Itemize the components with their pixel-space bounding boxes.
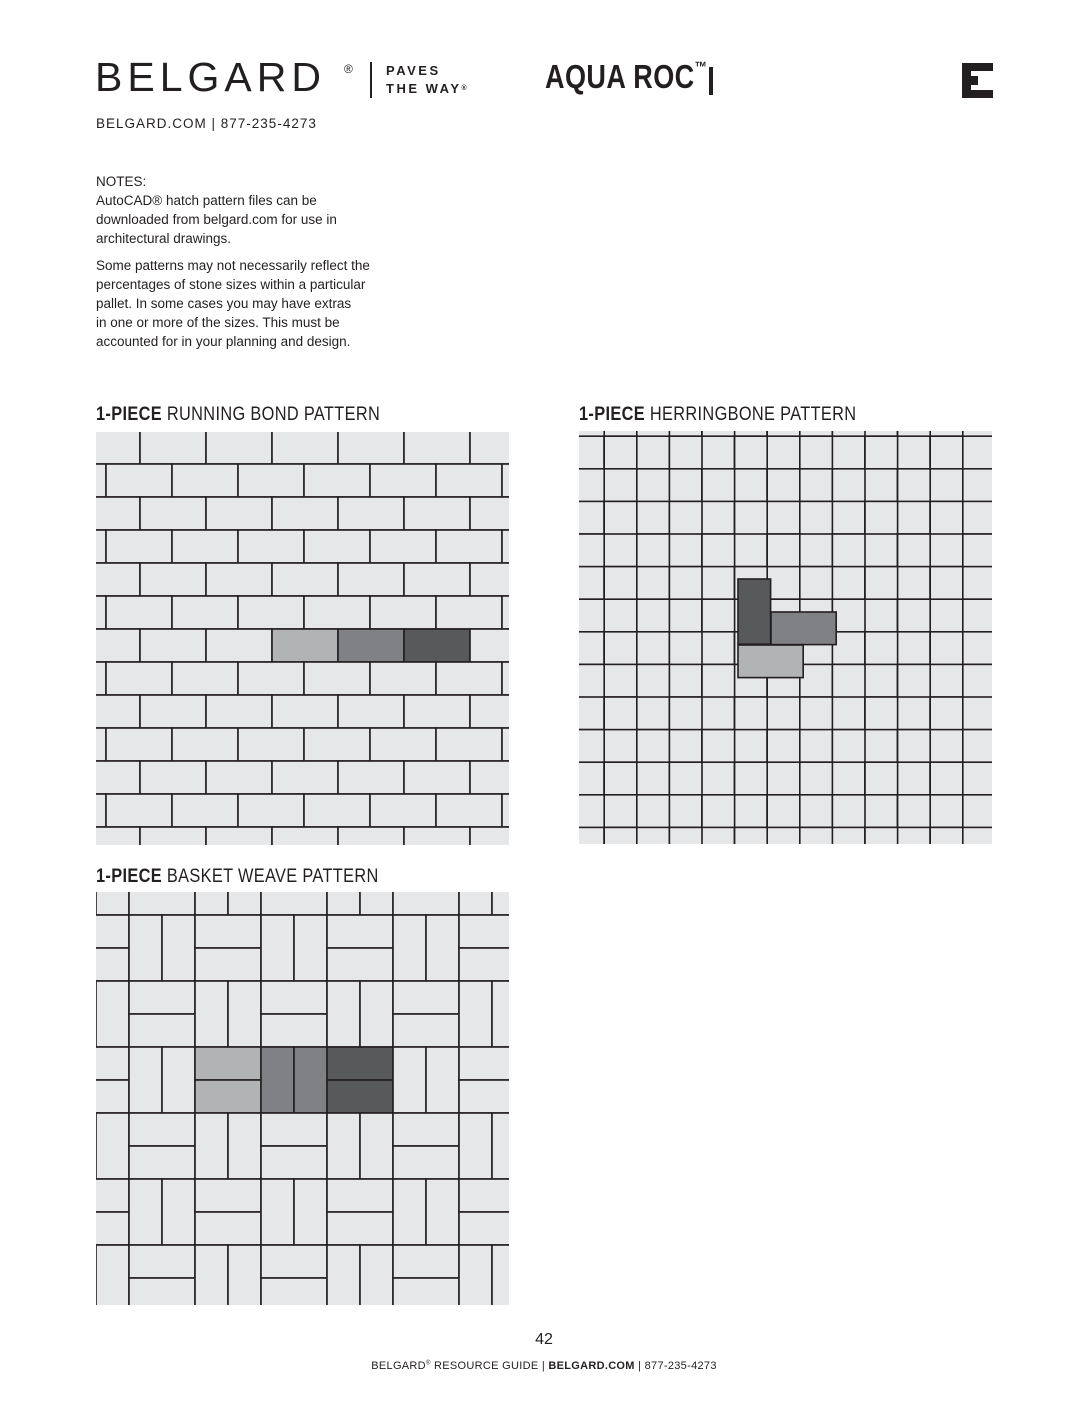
paver bbox=[426, 915, 459, 981]
paver bbox=[261, 1146, 327, 1179]
paver bbox=[140, 827, 206, 845]
paver bbox=[96, 981, 129, 1047]
paver bbox=[436, 530, 502, 563]
paver bbox=[393, 892, 459, 915]
paver bbox=[162, 1047, 195, 1113]
paver bbox=[459, 1047, 509, 1080]
herringbone-pattern bbox=[579, 431, 992, 844]
paver bbox=[360, 1245, 393, 1305]
paver bbox=[436, 596, 502, 629]
paver bbox=[327, 1179, 393, 1212]
paver bbox=[502, 596, 509, 629]
paver bbox=[129, 1278, 195, 1305]
paver bbox=[470, 563, 509, 596]
paver bbox=[393, 1245, 459, 1278]
paver-medium bbox=[294, 1047, 327, 1113]
paver bbox=[459, 1245, 492, 1305]
paver bbox=[96, 794, 106, 827]
paver bbox=[272, 695, 338, 728]
belgard-e-icon bbox=[962, 63, 993, 98]
paver bbox=[327, 915, 393, 948]
paver bbox=[96, 497, 140, 530]
paver bbox=[129, 1146, 195, 1179]
paver bbox=[404, 695, 470, 728]
paver bbox=[327, 892, 360, 915]
paver bbox=[459, 981, 492, 1047]
paver bbox=[172, 794, 238, 827]
tagline-line1: PAVES bbox=[386, 63, 441, 78]
paver bbox=[238, 662, 304, 695]
paver bbox=[96, 695, 140, 728]
paver bbox=[492, 1245, 509, 1305]
notes-p1-l1: AutoCAD® hatch pattern files can be bbox=[96, 193, 317, 208]
belgard-logo: BELGARD bbox=[95, 54, 326, 100]
paver bbox=[492, 1113, 509, 1179]
paver bbox=[129, 1179, 162, 1245]
paver bbox=[96, 596, 106, 629]
paver bbox=[228, 892, 261, 915]
paver bbox=[304, 464, 370, 497]
paver bbox=[96, 1047, 129, 1080]
paver bbox=[129, 1113, 195, 1146]
paver-light bbox=[272, 629, 338, 662]
paver bbox=[963, 795, 992, 828]
paver bbox=[393, 981, 459, 1014]
paver bbox=[327, 1245, 360, 1305]
basket-weave-title: 1-PIECE BASKET WEAVE PATTERN bbox=[96, 866, 379, 887]
paver bbox=[360, 892, 393, 915]
paver bbox=[261, 1245, 327, 1278]
paver bbox=[370, 794, 436, 827]
herringbone-title: 1-PIECE HERRINGBONE PATTERN bbox=[579, 404, 857, 425]
paver bbox=[426, 1179, 459, 1245]
paver bbox=[459, 948, 509, 981]
paver bbox=[96, 1212, 129, 1245]
paver bbox=[426, 1047, 459, 1113]
paver bbox=[129, 892, 195, 915]
paver bbox=[96, 530, 106, 563]
paver-light bbox=[195, 1047, 261, 1080]
paver bbox=[206, 629, 272, 662]
paver bbox=[963, 730, 992, 763]
trademark-mark: ™ bbox=[694, 59, 708, 76]
paver bbox=[238, 464, 304, 497]
paver bbox=[272, 827, 338, 845]
paver bbox=[96, 892, 129, 915]
page-number: 42 bbox=[535, 1331, 553, 1348]
paver bbox=[261, 1113, 327, 1146]
paver bbox=[272, 563, 338, 596]
paver bbox=[393, 1113, 459, 1146]
paver bbox=[963, 431, 992, 436]
tagline-line2: THE WAY® bbox=[386, 81, 467, 96]
paver bbox=[96, 728, 106, 761]
paver bbox=[195, 1245, 228, 1305]
paver-light bbox=[195, 1080, 261, 1113]
paver bbox=[162, 1179, 195, 1245]
paver bbox=[140, 695, 206, 728]
footer-site: BELGARD.COM bbox=[548, 1360, 635, 1372]
paver bbox=[261, 981, 327, 1014]
paver bbox=[370, 596, 436, 629]
paver bbox=[436, 794, 502, 827]
paver bbox=[304, 530, 370, 563]
paver bbox=[502, 464, 509, 497]
logo-divider bbox=[370, 62, 372, 98]
paver bbox=[106, 728, 172, 761]
paver-dark bbox=[404, 629, 470, 662]
paver bbox=[436, 464, 502, 497]
footer: BELGARD® RESOURCE GUIDE | BELGARD.COM | 877-235-4273 bbox=[371, 1360, 717, 1372]
paver bbox=[327, 1212, 393, 1245]
paver bbox=[96, 915, 129, 948]
paver bbox=[436, 662, 502, 695]
paver bbox=[195, 915, 261, 948]
paver bbox=[459, 1179, 509, 1212]
notes-block bbox=[96, 172, 436, 351]
paver bbox=[195, 981, 228, 1047]
paver bbox=[304, 728, 370, 761]
paver bbox=[96, 761, 140, 794]
paver bbox=[206, 827, 272, 845]
paver bbox=[172, 662, 238, 695]
basket-weave-pattern bbox=[96, 892, 509, 1305]
paver bbox=[502, 662, 509, 695]
paver bbox=[470, 497, 509, 530]
paver bbox=[393, 915, 426, 981]
paver bbox=[272, 497, 338, 530]
paver bbox=[304, 662, 370, 695]
paver bbox=[261, 1014, 327, 1047]
paver bbox=[370, 530, 436, 563]
paver bbox=[238, 530, 304, 563]
paver bbox=[195, 948, 261, 981]
paver bbox=[294, 915, 327, 981]
paver bbox=[502, 794, 509, 827]
running-bond-pattern bbox=[96, 432, 509, 845]
notes-p2-l2: percentages of stone sizes within a particular bbox=[96, 277, 366, 292]
paver bbox=[96, 432, 140, 464]
notes-p2-l1: Some patterns may not necessarily reflect the bbox=[96, 258, 370, 273]
paver bbox=[502, 530, 509, 563]
notes-p2-l3: pallet. In some cases you may have extras bbox=[96, 296, 352, 311]
paver bbox=[963, 599, 992, 632]
paver bbox=[393, 1014, 459, 1047]
product-title: AQUA ROC™ bbox=[545, 58, 708, 95]
notes-p2-l5: accounted for in your planning and design. bbox=[96, 334, 351, 349]
paver bbox=[470, 761, 509, 794]
logo-registered-mark: ® bbox=[344, 62, 353, 76]
paver bbox=[459, 1080, 509, 1113]
paver bbox=[106, 794, 172, 827]
paver bbox=[140, 629, 206, 662]
paver bbox=[96, 1245, 129, 1305]
paver bbox=[106, 662, 172, 695]
paver bbox=[228, 1245, 261, 1305]
paver bbox=[492, 892, 509, 915]
paver bbox=[304, 596, 370, 629]
paver bbox=[294, 1179, 327, 1245]
paver bbox=[470, 695, 509, 728]
paver bbox=[96, 629, 140, 662]
paver bbox=[206, 761, 272, 794]
paver bbox=[393, 1047, 426, 1113]
paver bbox=[338, 695, 404, 728]
paver bbox=[238, 596, 304, 629]
tagline-registered-mark: ® bbox=[461, 85, 467, 92]
paver bbox=[129, 1245, 195, 1278]
notes-title: NOTES: bbox=[96, 174, 147, 189]
paver bbox=[228, 1113, 261, 1179]
paver bbox=[172, 596, 238, 629]
paver bbox=[470, 432, 509, 464]
paver bbox=[106, 596, 172, 629]
paver bbox=[162, 915, 195, 981]
paver bbox=[96, 1179, 129, 1212]
title-bar bbox=[709, 67, 713, 95]
paver bbox=[459, 1113, 492, 1179]
paver bbox=[172, 530, 238, 563]
paver bbox=[129, 981, 195, 1014]
paver bbox=[338, 563, 404, 596]
paver bbox=[459, 915, 509, 948]
paver bbox=[404, 827, 470, 845]
paver bbox=[96, 464, 106, 497]
paver bbox=[96, 1113, 129, 1179]
paver bbox=[140, 563, 206, 596]
paver bbox=[436, 728, 502, 761]
paver bbox=[963, 534, 992, 567]
paver-medium bbox=[771, 612, 836, 645]
paver bbox=[172, 464, 238, 497]
paver bbox=[96, 662, 106, 695]
paver bbox=[370, 728, 436, 761]
paver bbox=[360, 981, 393, 1047]
paver bbox=[470, 827, 509, 845]
paver bbox=[459, 892, 492, 915]
paver bbox=[172, 728, 238, 761]
paver bbox=[459, 1212, 509, 1245]
paver bbox=[261, 1278, 327, 1305]
paver bbox=[338, 497, 404, 530]
paver bbox=[360, 1113, 393, 1179]
paver bbox=[195, 1113, 228, 1179]
paver bbox=[393, 1278, 459, 1305]
paver bbox=[96, 948, 129, 981]
paver bbox=[404, 432, 470, 464]
paver bbox=[106, 530, 172, 563]
paver bbox=[206, 432, 272, 464]
paver bbox=[96, 563, 140, 596]
paver bbox=[393, 1146, 459, 1179]
paver-dark bbox=[738, 579, 771, 644]
header-contact: BELGARD.COM | 877-235-4273 bbox=[96, 116, 317, 131]
paver bbox=[195, 1212, 261, 1245]
paver bbox=[140, 432, 206, 464]
paver bbox=[404, 563, 470, 596]
paver bbox=[96, 1080, 129, 1113]
paver bbox=[96, 827, 140, 845]
paver bbox=[404, 497, 470, 530]
paver bbox=[238, 794, 304, 827]
notes-p1-l2: downloaded from belgard.com for use in bbox=[96, 212, 337, 227]
paver bbox=[393, 1179, 426, 1245]
paver bbox=[963, 469, 992, 502]
paver bbox=[327, 981, 360, 1047]
paver bbox=[338, 432, 404, 464]
paver bbox=[228, 981, 261, 1047]
paver bbox=[327, 948, 393, 981]
paver-dark bbox=[327, 1080, 393, 1113]
paver bbox=[963, 664, 992, 697]
paver bbox=[404, 761, 470, 794]
paver-dark bbox=[327, 1047, 393, 1080]
paver bbox=[238, 728, 304, 761]
paver bbox=[492, 981, 509, 1047]
paver bbox=[370, 662, 436, 695]
paver-medium bbox=[338, 629, 404, 662]
paver bbox=[272, 761, 338, 794]
paver bbox=[206, 563, 272, 596]
running-bond-title: 1-PIECE RUNNING BOND PATTERN bbox=[96, 404, 381, 425]
paver bbox=[129, 1047, 162, 1113]
paver bbox=[304, 794, 370, 827]
paver bbox=[272, 432, 338, 464]
notes-p2-l4: in one or more of the sizes. This must be bbox=[96, 315, 340, 330]
paver bbox=[502, 728, 509, 761]
paver bbox=[470, 629, 509, 662]
paver bbox=[338, 827, 404, 845]
paver bbox=[195, 1179, 261, 1212]
paver bbox=[261, 915, 294, 981]
paver bbox=[370, 464, 436, 497]
paver bbox=[261, 892, 327, 915]
paver bbox=[195, 892, 228, 915]
paver bbox=[106, 464, 172, 497]
paver bbox=[261, 1179, 294, 1245]
paver bbox=[140, 497, 206, 530]
tagline bbox=[386, 62, 467, 98]
paver bbox=[140, 761, 206, 794]
paver bbox=[206, 497, 272, 530]
paver bbox=[327, 1113, 360, 1179]
notes-p1-l3: architectural drawings. bbox=[96, 231, 232, 246]
paver bbox=[129, 1014, 195, 1047]
paver bbox=[206, 695, 272, 728]
paver bbox=[338, 761, 404, 794]
paver-light bbox=[738, 645, 803, 678]
paver-medium bbox=[261, 1047, 294, 1113]
paver bbox=[129, 915, 162, 981]
